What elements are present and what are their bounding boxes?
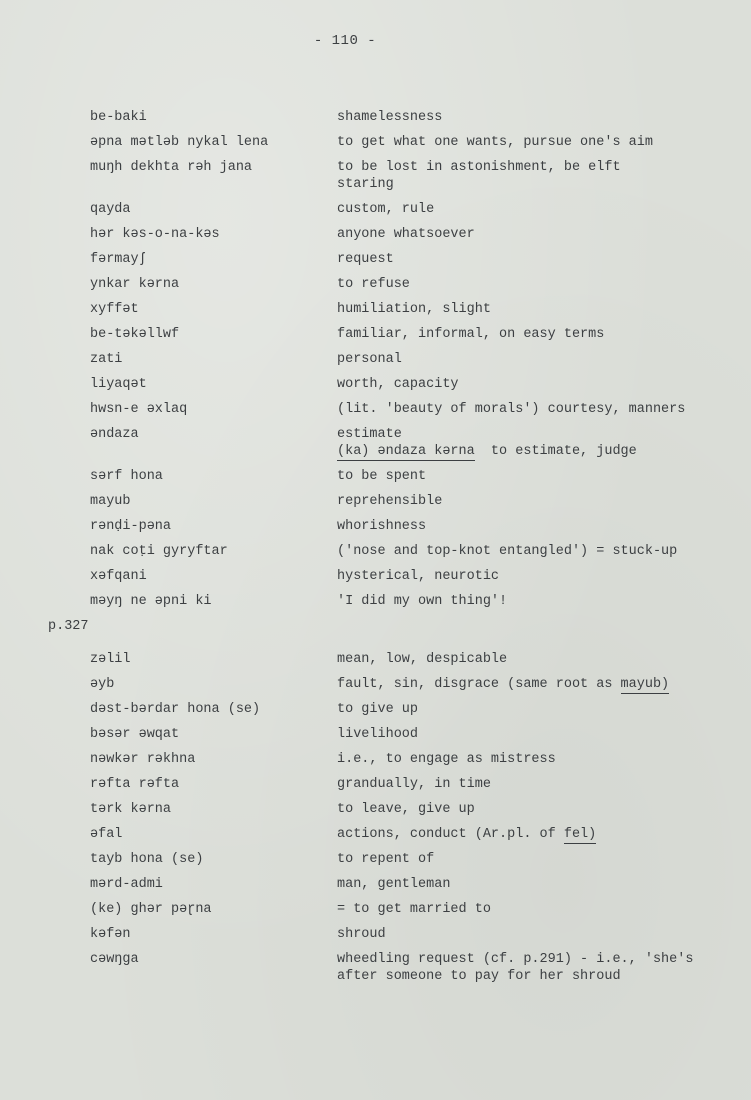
gloss-line: worth, capacity bbox=[337, 377, 459, 392]
entry-term: dəst-bərdar hona (se) bbox=[90, 702, 261, 717]
entry-gloss bbox=[337, 776, 737, 793]
glossary-entry bbox=[0, 701, 751, 718]
gloss-line bbox=[337, 443, 737, 460]
entry-gloss bbox=[337, 351, 737, 368]
underlined-word: mayub) bbox=[620, 677, 670, 692]
entry-term: hwsn-e əxlaq bbox=[90, 402, 188, 417]
gloss-line: estimate bbox=[337, 427, 402, 442]
gloss-line: i.e., to engage as mistress bbox=[337, 752, 556, 767]
glossary-entry bbox=[0, 326, 751, 343]
entry-gloss bbox=[337, 701, 737, 718]
glossary-entry bbox=[0, 901, 751, 918]
glossary-entry bbox=[0, 518, 751, 535]
entry-gloss bbox=[337, 651, 737, 668]
entry-term: liyaqət bbox=[90, 377, 147, 392]
entry-gloss bbox=[337, 751, 737, 768]
entry-term: mayub bbox=[90, 494, 131, 509]
glossary-group bbox=[0, 109, 751, 418]
glossary-entry bbox=[0, 926, 751, 943]
entry-term: nak coṭi gyryftar bbox=[90, 544, 228, 559]
glossary-entry bbox=[0, 301, 751, 318]
gloss-line: to be spent bbox=[337, 469, 427, 484]
glossary-entry bbox=[0, 826, 751, 843]
gloss-line: to leave, give up bbox=[337, 802, 475, 817]
glossary-entry bbox=[0, 951, 751, 985]
entry-gloss bbox=[337, 226, 737, 243]
entry-term: cəwŋga bbox=[90, 952, 139, 967]
entry-gloss bbox=[337, 951, 737, 985]
entry-term: muŋh dekhta rəh jana bbox=[90, 160, 253, 175]
glossary-entry bbox=[0, 493, 751, 510]
entry-gloss bbox=[337, 801, 737, 818]
glossary-entry bbox=[0, 676, 751, 693]
entry-gloss bbox=[337, 159, 737, 193]
glossary-entry bbox=[0, 351, 751, 368]
entry-gloss bbox=[337, 276, 737, 293]
gloss-text: to estimate, judge bbox=[474, 444, 637, 459]
gloss-line bbox=[337, 826, 737, 843]
glossary-entry bbox=[0, 109, 751, 126]
glossary-entry bbox=[0, 134, 751, 151]
entry-gloss bbox=[337, 851, 737, 868]
entry-term: tərk kərna bbox=[90, 802, 172, 817]
gloss-line: custom, rule bbox=[337, 202, 435, 217]
entry-gloss bbox=[337, 251, 737, 268]
glossary-entry bbox=[0, 726, 751, 743]
gloss-line: humiliation, slight bbox=[337, 302, 491, 317]
glossary-entry bbox=[0, 376, 751, 393]
entry-term: sərf hona bbox=[90, 469, 163, 484]
glossary-entry bbox=[0, 568, 751, 585]
gloss-line: staring bbox=[337, 177, 394, 192]
entry-gloss bbox=[337, 376, 737, 393]
entry-gloss bbox=[337, 493, 737, 510]
entry-gloss bbox=[337, 826, 737, 843]
entry-gloss bbox=[337, 109, 737, 126]
entry-term: əndaza bbox=[90, 427, 139, 442]
gloss-line: livelihood bbox=[337, 727, 419, 742]
glossary-group bbox=[0, 651, 751, 668]
glossary-entry bbox=[0, 426, 751, 460]
entry-term: nəwkər rəkhna bbox=[90, 752, 196, 767]
gloss-text: actions, conduct (Ar.pl. of bbox=[337, 827, 564, 842]
glossary-entry bbox=[0, 651, 751, 668]
underlined-phrase: (ka) əndaza kərna bbox=[337, 444, 475, 459]
glossary-entry bbox=[0, 851, 751, 868]
glossary-entry bbox=[0, 801, 751, 818]
gloss-line: (lit. 'beauty of morals') courtesy, manners bbox=[337, 402, 686, 417]
page-number: - 110 - bbox=[313, 33, 377, 49]
glossary-entry bbox=[0, 226, 751, 243]
glossary-entry bbox=[0, 468, 751, 485]
glossary-entry bbox=[0, 276, 751, 293]
glossary-entry bbox=[0, 201, 751, 218]
entry-gloss bbox=[337, 543, 737, 560]
glossary-group bbox=[0, 468, 751, 610]
glossary-entry bbox=[0, 159, 751, 193]
glossary-group bbox=[0, 851, 751, 985]
entry-term: be-təkəllwf bbox=[90, 327, 180, 342]
entry-term: bəsər əwqat bbox=[90, 727, 180, 742]
glossary-entry bbox=[0, 251, 751, 268]
entry-gloss bbox=[337, 134, 737, 151]
entry-term: mərd-admi bbox=[90, 877, 163, 892]
entry-term: zati bbox=[90, 352, 123, 367]
gloss-line: to refuse bbox=[337, 277, 410, 292]
gloss-line: request bbox=[337, 252, 394, 267]
entry-gloss bbox=[337, 901, 737, 918]
gloss-line: after someone to pay for her shroud bbox=[337, 969, 621, 984]
glossary-entry bbox=[0, 401, 751, 418]
gloss-line: to be lost in astonishment, be elft bbox=[337, 160, 621, 175]
gloss-line: shamelessness bbox=[337, 110, 443, 125]
entry-gloss bbox=[337, 726, 737, 743]
entry-term: xyffət bbox=[90, 302, 139, 317]
gloss-line: whorishness bbox=[337, 519, 427, 534]
gloss-line: 'I did my own thing'! bbox=[337, 594, 508, 609]
glossary-entry bbox=[0, 543, 751, 560]
entry-term: be-baki bbox=[90, 110, 147, 125]
entry-term: kəfən bbox=[90, 927, 131, 942]
glossary-entry bbox=[0, 776, 751, 793]
underlined-word: fel) bbox=[563, 827, 597, 842]
entry-term: fərmayʃ bbox=[90, 252, 147, 267]
gloss-line: grandually, in time bbox=[337, 777, 491, 792]
glossary-group bbox=[0, 701, 751, 818]
entry-term: ynkar kərna bbox=[90, 277, 180, 292]
gloss-line: wheedling request (cf. p.291) - i.e., 'she's bbox=[337, 952, 694, 967]
entry-gloss bbox=[337, 326, 737, 343]
entry-term: tayb hona (se) bbox=[90, 852, 204, 867]
glossary-entry bbox=[0, 876, 751, 893]
gloss-line: to give up bbox=[337, 702, 419, 717]
gloss-line bbox=[337, 676, 737, 693]
gloss-line: to get what one wants, pursue one's aim bbox=[337, 135, 653, 150]
entry-term: hər kəs-o-na-kəs bbox=[90, 227, 220, 242]
gloss-text: fault, sin, disgrace (same root as bbox=[337, 677, 621, 692]
gloss-line: familiar, informal, on easy terms bbox=[337, 327, 605, 342]
entry-gloss bbox=[337, 401, 737, 418]
gloss-line: to repent of bbox=[337, 852, 435, 867]
entry-term: (ke) ghər pəɽna bbox=[90, 902, 212, 917]
entry-gloss bbox=[337, 518, 737, 535]
gloss-line: reprehensible bbox=[337, 494, 443, 509]
entry-term: qayda bbox=[90, 202, 131, 217]
gloss-line: ('nose and top-knot entangled') = stuck-up bbox=[337, 544, 678, 559]
entry-term: əyb bbox=[90, 677, 115, 692]
entry-gloss bbox=[337, 201, 737, 218]
gloss-line: = to get married to bbox=[337, 902, 491, 917]
glossary-entry bbox=[0, 593, 751, 610]
entry-gloss bbox=[337, 426, 737, 460]
entry-term: əfal bbox=[90, 827, 123, 842]
entry-term: xəfqani bbox=[90, 569, 147, 584]
entry-term: rənḍi-pəna bbox=[90, 519, 172, 534]
gloss-line: shroud bbox=[337, 927, 386, 942]
entry-gloss bbox=[337, 301, 737, 318]
glossary-entry bbox=[0, 751, 751, 768]
gloss-line: hysterical, neurotic bbox=[337, 569, 500, 584]
entry-gloss bbox=[337, 926, 737, 943]
entry-gloss bbox=[337, 468, 737, 485]
entry-term: əpna mətləb nykal lena bbox=[90, 135, 269, 150]
entry-gloss bbox=[337, 876, 737, 893]
glossary-list bbox=[0, 109, 751, 993]
gloss-line: mean, low, despicable bbox=[337, 652, 508, 667]
entry-term: məyŋ ne əpni ki bbox=[90, 594, 212, 609]
entry-gloss bbox=[337, 593, 737, 610]
entry-term: zəlil bbox=[90, 652, 131, 667]
entry-gloss bbox=[337, 568, 737, 585]
gloss-line: personal bbox=[337, 352, 402, 367]
entry-gloss bbox=[337, 676, 737, 693]
entry-term: rəfta rəfta bbox=[90, 777, 180, 792]
gloss-line: anyone whatsoever bbox=[337, 227, 475, 242]
section-page-ref: p.327 bbox=[48, 619, 89, 634]
gloss-line: man, gentleman bbox=[337, 877, 451, 892]
